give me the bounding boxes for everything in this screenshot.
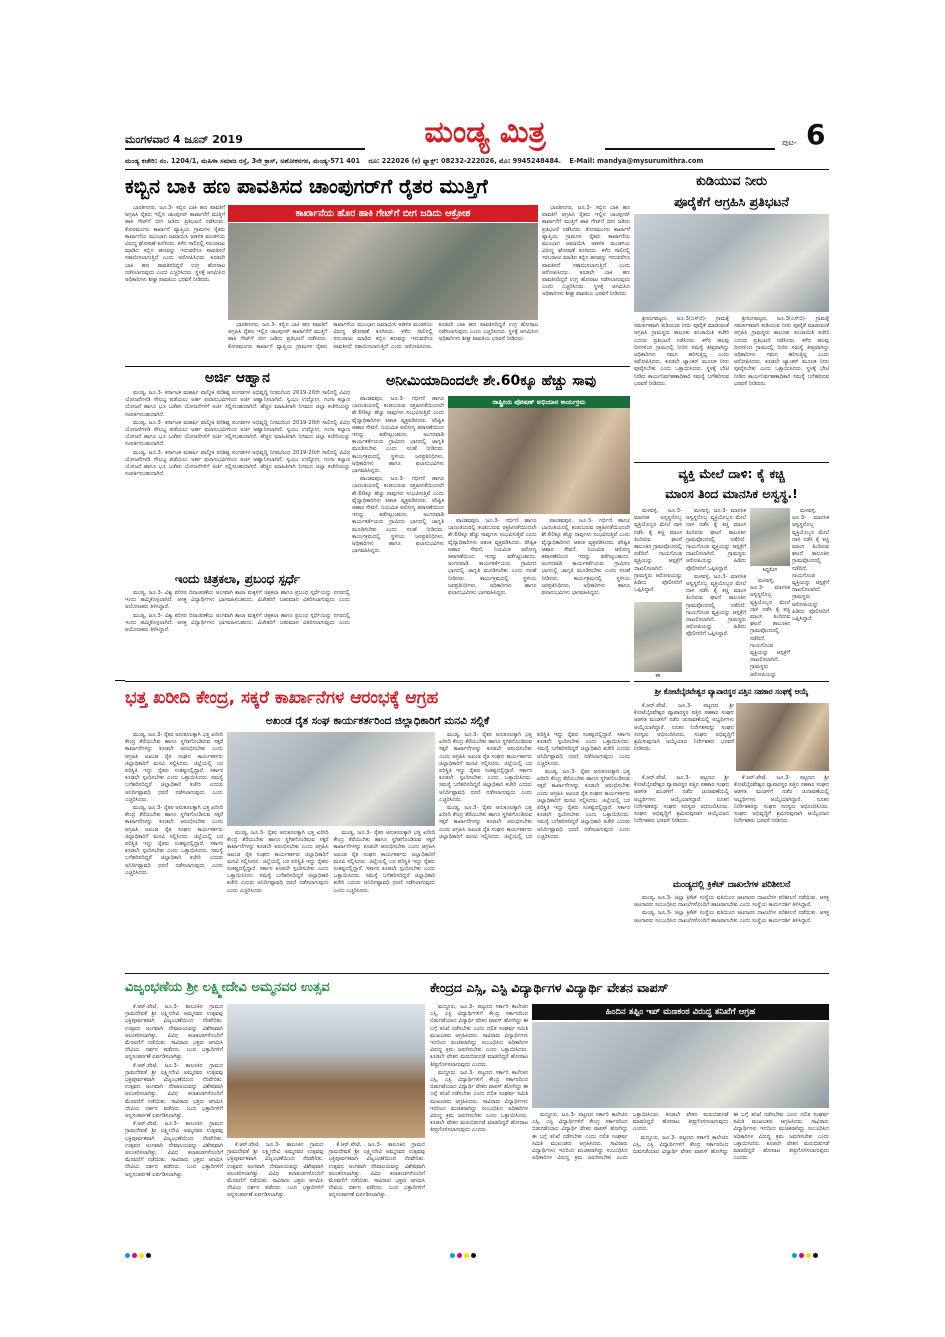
cooperative-body-a: ಕೆ.ಆರ್.ಪೇಟೆ, ಜೂ.3- ಪಟ್ಟಣದ ಶ್ರೀ ಕೋಟೆಬೈರವೇಶ್ವರ ವ್ಯಾಪಾರಸ್ಥರ ಪತ್ತಿನ ಸಹಕಾರ ಸಂಘದ ಆಡಳಿತ ಮಂಡಳಿಗೆ ನಡೆದ ಚುನಾವಣೆಯಲ್ಲಿ ಅಭ್ಯರ್ಥಿಗಳು ಆಯ್ಕೆಯಾಗಿದ್ದಾರೆ. ನೂತನ ನಿರ್ದೇಶಕರನ್ನು ಸಂಘದ ಸದಸ್ಯರು ಅಭಿನಂದಿಸಿದರು. ಸಂಘದ ಅಭಿವೃದ್ಧಿಗೆ ಶ್ರಮಿಸುವುದಾಗಿ ಆಯ್ಕೆಯಾದ ನಿರ್ದೇಶಕರು ಭರವಸೆ ನೀಡಿದರು. — [634, 703, 734, 753]
cricket-headline: ಮಂಡ್ಯದಲ್ಲಿ ಕ್ರಿಕೆಟ್ ದಾಖಲೆಗಳ ಪರಿಶೀಲನೆ — [672, 880, 791, 890]
water-protest-photo — [634, 214, 829, 312]
masthead-address-strip — [125, 155, 829, 168]
registration-dot — [806, 1253, 811, 1258]
cricket-body: ಮಂಡ್ಯ, ಜೂ.3- ಜಿಲ್ಲಾ ಕ್ರಿಕೆಟ್ ಸಂಸ್ಥೆಯ ವತಿಯಿಂದ ಆಟಗಾರರ ದಾಖಲೆಗಳ ಪರಿಶೀಲನೆ ನಡೆಯಿತು. ಆಸಕ್ತ ಆಟಗಾರರು ಸಂಬಂಧಿಸಿದ ದಾಖಲೆಗಳೊಂದಿಗೆ ಹಾಜರಾಗಬೇಕು ಎಂದು ಸಂಸ್ಥೆಯ ಕಾರ್ಯದರ್ಶಿ ತಿಳಿಸಿದ್ದಾರೆ. ಮಂಡ್ಯ, ಜೂ.3- ಜಿಲ್ಲಾ ಕ್ರಿಕೆಟ್ ಸಂಸ್ಥೆಯ ವತಿಯಿಂದ ಆಟಗಾರರ ದಾಖಲೆಗಳ ಪರಿಶೀಲನೆ ನಡೆಯಿತು. ಆಸಕ್ತ ಆಟಗಾರರು ಸಂಬಂಧಿಸಿದ ದಾಖಲೆಗಳೊಂದಿಗೆ ಹಾಜರಾಗಬೇಕು ಎಂದು ಸಂಸ್ಥೆಯ ಕಾರ್ಯದರ್ಶಿ ತಿಳಿಸಿದ್ದಾರೆ. — [634, 895, 829, 924]
masthead-contacts: ದೂ: 222026 (ಕ) ಫ್ಯಾಕ್ಸ್: 08232-222026, ಮೊ: 9945248484. — [368, 157, 562, 165]
paddy-subhead: ಅಖಂಡ ರೈತ ಸಂಘ ಕಾರ್ಯಕರ್ತರಿಂದ ಜಿಲ್ಲಾಧಿಕಾರಿಗೆ ಮನವಿ ಸಲ್ಲಿಕೆ — [265, 715, 490, 727]
left-margin-tick — [115, 680, 125, 681]
sugar-body-right: ಭಾರತೀನಗರ, ಜೂ.3- ಕಬ್ಬಿನ ಬಾಕಿ ಹಣ ಪಾವತಿಗೆ ಆಗ್ರಹಿಸಿ ರೈತರು ಇಲ್ಲಿನ ಚಾಂಪುಗರ್ ಕಾರ್ಖಾನೆಗೆ ಮುತ್ತಿಗೆ ಹಾಕಿ ಗೇಟ್‌ಗೆ ಬೀಗ ಜಡಿದು ಪ್ರತಿಭಟನೆ ನಡೆಸಿದರು. ಕೋರಮಂಗಲ ಕಾರ್ಖಾನೆ ವ್ಯಾಪ್ತಿಯ ಗ್ರಾಮಗಳ ರೈತರು ಕಾರ್ಖಾನೆಯ ಮುಂಭಾಗ ಜಮಾಯಿಸಿ ಆಡಳಿತ ಮಂಡಳಿಯ ವಿರುದ್ಧ ಘೋಷಣೆ ಕೂಗಿದರು. ಕಳೆದ ಸಾಲಿನಲ್ಲಿ ಸರಬರಾಜು ಮಾಡಿದ ಕಬ್ಬಿನ ಹಣವನ್ನು ಇದುವರೆಗೂ ಪಾವತಿಸದೆ ಸತಾಯಿಸಲಾಗುತ್ತಿದೆ ಎಂದು ಆರೋಪಿಸಿದರು. ಕೂಡಲೇ ಬಾಕಿ ಹಣ ಪಾವತಿಸದಿದ್ದರೆ ಉಗ್ರ ಹೋರಾಟ ನಡೆಸಲಾಗುವುದು ಎಂದು ಎಚ್ಚರಿಸಿದರು. ಸ್ಥಳಕ್ಕೆ ಆಗಮಿಸಿದ ಅಧಿಕಾರಿಗಳು ಶೀಘ್ರ ಪಾವತಿಯ ಭರವಸೆ ನೀಡಿದರು. — [542, 205, 630, 298]
masthead-logo: ಮಂಡ್ಯ ಮಿತ್ರ — [424, 115, 546, 150]
masthead-date: ಮಂಗಳವಾರ 4 ಜೂನ್ 2019 — [125, 133, 243, 146]
page-number: 6 — [806, 118, 826, 151]
divider-right-1 — [634, 462, 829, 463]
application-body: ಮಂಡ್ಯ, ಜೂ.3- ಕರ್ನಾಟಕ ಮಹರ್ಷಿ ವಾಲ್ಮೀಕಿ ಪರಿಶಿಷ್ಟ ಪಂಗಡಗಳ ಅಭಿವೃದ್ಧಿ ನಿಗಮದಿಂದ 2019-20ನೇ ಸಾಲಿನಲ್ಲಿ ವಿವಿಧ ಯೋಜನೆಗಳಡಿ ಸೌಲಭ್ಯ ಪಡೆಯಲು ಅರ್ಹ ಫಲಾನುಭವಿಗಳಿಂದ ಅರ್ಜಿ ಆಹ್ವಾನಿಸಲಾಗಿದೆ. ಸ್ವಯಂ ಉದ್ಯೋಗ, ಗಂಗಾ ಕಲ್ಯಾಣ ಯೋಜನೆ ಹಾಗೂ ಭೂ ಒಡೆತನ ಯೋಜನೆಗಳಿಗೆ ಅರ್ಜಿ ಸಲ್ಲಿಸಬಹುದಾಗಿದೆ. ಹೆಚ್ಚಿನ ಮಾಹಿತಿಗಾಗಿ ನಿಗಮದ ಜಿಲ್ಲಾ ಕಚೇರಿಯನ್ನು ಸಂಪರ್ಕಿಸಬಹುದಾಗಿದೆ. ಮಂಡ್ಯ, ಜೂ.3- ಕರ್ನಾಟಕ ಮಹರ್ಷಿ ವಾಲ್ಮೀಕಿ ಪರಿಶಿಷ್ಟ ಪಂಗಡಗಳ ಅಭಿವೃದ್ಧಿ ನಿಗಮದಿಂದ 2019-20ನೇ ಸಾಲಿನಲ್ಲಿ ವಿವಿಧ ಯೋಜನೆಗಳಡಿ ಸೌಲಭ್ಯ ಪಡೆಯಲು ಅರ್ಹ ಫಲಾನುಭವಿಗಳಿಂದ ಅರ್ಜಿ ಆಹ್ವಾನಿಸಲಾಗಿದೆ. ಸ್ವಯಂ ಉದ್ಯೋಗ, ಗಂಗಾ ಕಲ್ಯಾಣ ಯೋಜನೆ ಹಾಗೂ ಭೂ ಒಡೆತನ ಯೋಜನೆಗಳಿಗೆ ಅರ್ಜಿ ಸಲ್ಲಿಸಬಹುದಾಗಿದೆ. ಹೆಚ್ಚಿನ ಮಾಹಿತಿಗಾಗಿ ನಿಗಮದ ಜಿಲ್ಲಾ ಕಚೇರಿಯನ್ನು ಸಂಪರ್ಕಿಸಬಹುದಾಗಿದೆ. ಮಂಡ್ಯ, ಜೂ.3- ಕರ್ನಾಟಕ ಮಹರ್ಷಿ ವಾಲ್ಮೀಕಿ ಪರಿಶಿಷ್ಟ ಪಂಗಡಗಳ ಅಭಿವೃದ್ಧಿ ನಿಗಮದಿಂದ 2019-20ನೇ ಸಾಲಿನಲ್ಲಿ ವಿವಿಧ ಯೋಜನೆಗಳಡಿ ಸೌಲಭ್ಯ ಪಡೆಯಲು ಅರ್ಹ ಫಲಾನುಭವಿಗಳಿಂದ ಅರ್ಜಿ ಆಹ್ವಾನಿಸಲಾಗಿದೆ. ಸ್ವಯಂ ಉದ್ಯೋಗ, ಗಂಗಾ ಕಲ್ಯಾಣ ಯೋಜನೆ ಹಾಗೂ ಭೂ ಒಡೆತನ ಯೋಜನೆಗಳಿಗೆ ಅರ್ಜಿ ಸಲ್ಲಿಸಬಹುದಾಗಿದೆ. ಹೆಚ್ಚಿನ ಮಾಹಿತಿಗಾಗಿ ನಿಗಮದ ಜಿಲ್ಲಾ ಕಚೇರಿಯನ್ನು ಸಂಪರ್ಕಿಸಬಹುದಾಗಿದೆ. — [125, 390, 350, 478]
registration-dot — [125, 1253, 130, 1258]
superstition-headline-line2: ಮಾಂಸ ತಿಂದ ಮಾನಸಿಕ ಅಸ್ವಸ್ಥ.! — [665, 486, 798, 501]
sugar-body-left: ಭಾರತೀನಗರ, ಜೂ.3- ಕಬ್ಬಿನ ಬಾಕಿ ಹಣ ಪಾವತಿಗೆ ಆಗ್ರಹಿಸಿ ರೈತರು ಇಲ್ಲಿನ ಚಾಂಪುಗರ್ ಕಾರ್ಖಾನೆಗೆ ಮುತ್ತಿಗೆ ಹಾಕಿ ಗೇಟ್‌ಗೆ ಬೀಗ ಜಡಿದು ಪ್ರತಿಭಟನೆ ನಡೆಸಿದರು. ಕೋರಮಂಗಲ ಕಾರ್ಖಾನೆ ವ್ಯಾಪ್ತಿಯ ಗ್ರಾಮಗಳ ರೈತರು ಕಾರ್ಖಾನೆಯ ಮುಂಭಾಗ ಜಮಾಯಿಸಿ ಆಡಳಿತ ಮಂಡಳಿಯ ವಿರುದ್ಧ ಘೋಷಣೆ ಕೂಗಿದರು. ಕಳೆದ ಸಾಲಿನಲ್ಲಿ ಸರಬರಾಜು ಮಾಡಿದ ಕಬ್ಬಿನ ಹಣವನ್ನು ಇದುವರೆಗೂ ಪಾವತಿಸದೆ ಸತಾಯಿಸಲಾಗುತ್ತಿದೆ ಎಂದು ಆರೋಪಿಸಿದರು. ಕೂಡಲೇ ಬಾಕಿ ಹಣ ಪಾವತಿಸದಿದ್ದರೆ ಉಗ್ರ ಹೋರಾಟ ನಡೆಸಲಾಗುವುದು ಎಂದು ಎಚ್ಚರಿಸಿದರು. ಸ್ಥಳಕ್ಕೆ ಆಗಮಿಸಿದ ಅಧಿಕಾರಿಗಳು ಶೀಘ್ರ ಪಾವತಿಯ ಭರವಸೆ ನೀಡಿದರು. — [125, 205, 225, 284]
divider-mid — [125, 681, 630, 682]
paddy-petition-photo — [227, 732, 435, 826]
superstition-body-c: ಮಳವಳ್ಳಿ, ಜೂ.3- ಮಾನಸಿಕ ಅಸ್ವಸ್ಥನೊಬ್ಬ ವ್ಯಕ್ತಿಯೊಬ್ಬರ ಮೇಲೆ ದಾಳಿ ನಡೆಸಿ ಕೈ ಕಚ್ಚಿ ಮಾಂಸ ತಿಂದಿರುವ ಘಟನೆ ತಾಲೂಕಿನ ಗ್ರಾಮವೊಂದರಲ್ಲಿ ನಡೆದಿದೆ. ಗಾಯಗೊಂಡ ವ್ಯಕ್ತಿಯನ್ನು ಆಸ್ಪತ್ರೆಗೆ ದಾಖಲಿಸಲಾಗಿದೆ. ಗ್ರಾಮಸ್ಥರು ಆರೋಪಿಯನ್ನು ಹಿಡಿದು ಪೊಲೀಸರಿಗೆ ಒಪ್ಪಿಸಿದ್ದಾರೆ. — [792, 508, 829, 623]
registration-dot — [457, 1253, 462, 1258]
drawing-headline: ಇಂದು ಚಿತ್ರಕಲಾ, ಪ್ರಬಂಧ ಸ್ಪರ್ಧೆ — [174, 572, 301, 586]
application-headline: ಅರ್ಜಿ ಆಹ್ವಾನ — [205, 370, 270, 386]
registration-marks-center — [450, 1243, 490, 1251]
registration-marks-left — [125, 1243, 165, 1251]
anemia-body-left: ಪಾಂಡವಪುರ, ಜೂ.3- ಗರ್ಭಿಣಿ ಹಾಗೂ ಬಾಣಂತಿಯರಲ್ಲಿ ಕಂಡುಬರುವ ರಕ್ತಹೀನತೆಯಿಂದಲೇ ಶೇ.60ಕ್ಕೂ ಹೆಚ್ಚು ಸಾವುಗಳು ಸಂಭವಿಸುತ್ತಿವೆ ಎಂದು ವೈದ್ಯಾಧಿಕಾರಿಗಳು ಆತಂಕ ವ್ಯಕ್ತಪಡಿಸಿದರು. ಪೌಷ್ಟಿಕ ಆಹಾರ ಸೇವನೆ, ನಿಯಮಿತ ಆರೋಗ್ಯ ತಪಾಸಣೆಯಿಂದ ಇದನ್ನು ತಡೆಗಟ್ಟಬಹುದು. ಅಂಗನವಾಡಿ ಕಾರ್ಯಕರ್ತೆಯರು ಗ್ರಾಮೀಣ ಭಾಗದಲ್ಲಿ ಜಾಗೃತಿ ಮೂಡಿಸಬೇಕು ಎಂದು ಸಲಹೆ ನೀಡಿದರು. ಕಾರ್ಯಕ್ರಮದಲ್ಲಿ ಸ್ಥಳೀಯ ಜನಪ್ರತಿನಿಧಿಗಳು, ಅಧಿಕಾರಿಗಳು ಹಾಗೂ ಫಲಾನುಭವಿಗಳು ಭಾಗವಹಿಸಿದ್ದರು. ಪಾಂಡವಪುರ, ಜೂ.3- ಗರ್ಭಿಣಿ ಹಾಗೂ ಬಾಣಂತಿಯರಲ್ಲಿ ಕಂಡುಬರುವ ರಕ್ತಹೀನತೆಯಿಂದಲೇ ಶೇ.60ಕ್ಕೂ ಹೆಚ್ಚು ಸಾವುಗಳು ಸಂಭವಿಸುತ್ತಿವೆ ಎಂದು ವೈದ್ಯಾಧಿಕಾರಿಗಳು ಆತಂಕ ವ್ಯಕ್ತಪಡಿಸಿದರು. ಪೌಷ್ಟಿಕ ಆಹಾರ ಸೇವನೆ, ನಿಯಮಿತ ಆರೋಗ್ಯ ತಪಾಸಣೆಯಿಂದ ಇದನ್ನು ತಡೆಗಟ್ಟಬಹುದು. ಅಂಗನವಾಡಿ ಕಾರ್ಯಕರ್ತೆಯರು ಗ್ರಾಮೀಣ ಭಾಗದಲ್ಲಿ ಜಾಗೃತಿ ಮೂಡಿಸಬೇಕು ಎಂದು ಸಲಹೆ ನೀಡಿದರು. ಕಾರ್ಯಕ್ರಮದಲ್ಲಿ ಸ್ಥಳೀಯ ಜನಪ್ರತಿನಿಧಿಗಳು, ಅಧಿಕಾರಿಗಳು ಹಾಗೂ ಫಲಾನುಭವಿಗಳು ಭಾಗವಹಿಸಿದ್ದರು. — [352, 396, 444, 555]
registration-dot — [792, 1253, 797, 1258]
water-headline-line1: ಕುಡಿಯುವ ನೀರು — [695, 174, 768, 189]
masthead-rule-left — [125, 148, 365, 150]
festival-headline: ವಿಜೃಂಭಣೆಯ ಶ್ರೀ ಲಕ್ಷ್ಮೀದೇವಿ ಅಮ್ಮನವರ ಉತ್ಸವ — [125, 980, 330, 995]
superstition-body-d: ಮಳವಳ್ಳಿ, ಜೂ.3- ಮಾನಸಿಕ ಅಸ್ವಸ್ಥನೊಬ್ಬ ವ್ಯಕ್ತಿಯೊಬ್ಬರ ಮೇಲೆ ದಾಳಿ ನಡೆಸಿ ಕೈ ಕಚ್ಚಿ ಮಾಂಸ ತಿಂದಿರುವ ಘಟನೆ ತಾಲೂಕಿನ ಗ್ರಾಮವೊಂದರಲ್ಲಿ ನಡೆದಿದೆ. ಗಾಯಗೊಂಡ ವ್ಯಕ್ತಿಯನ್ನು ಆಸ್ಪತ್ರೆಗೆ ದಾಖಲಿಸಲಾಗಿದೆ. ಗ್ರಾಮಸ್ಥರು ಆರೋಪಿಯನ್ನು — [750, 578, 790, 678]
superstition-body-a: ಮಳವಳ್ಳಿ, ಜೂ.3- ಮಾನಸಿಕ ಅಸ್ವಸ್ಥನೊಬ್ಬ ವ್ಯಕ್ತಿಯೊಬ್ಬರ ಮೇಲೆ ದಾಳಿ ನಡೆಸಿ ಕೈ ಕಚ್ಚಿ ಮಾಂಸ ತಿಂದಿರುವ ಘಟನೆ ತಾಲೂಕಿನ ಗ್ರಾಮವೊಂದರಲ್ಲಿ ನಡೆದಿದೆ. ಗಾಯಗೊಂಡ ವ್ಯಕ್ತಿಯನ್ನು ಆಸ್ಪತ್ರೆಗೆ ದಾಖಲಿಸಲಾಗಿದೆ. ಗ್ರಾಮಸ್ಥರು ಆರೋಪಿಯನ್ನು ಹಿಡಿದು ಪೊಲೀಸರಿಗೆ ಒಪ್ಪಿಸಿದ್ದಾರೆ. — [634, 508, 682, 594]
page-label: ಪುಟ- — [782, 138, 797, 147]
sugar-headline: ಕಬ್ಬಿನ ಬಾಕಿ ಹಣ ಪಾವತಿಸದ ಚಾಂಪುಗರ್‌ಗೆ ರೈತರ ಮುತ್ತಿಗೆ — [125, 175, 488, 198]
registration-dot — [132, 1253, 137, 1258]
paddy-body-mid: ಮಂಡ್ಯ, ಜೂ.3- ರೈತರ ಅನುಕೂಲಕ್ಕಾಗಿ ಭತ್ತ ಖರೀದಿ ಕೇಂದ್ರ ತೆರೆಯಬೇಕು ಹಾಗೂ ಸ್ಥಗಿತಗೊಂಡಿರುವ ಸಕ್ಕರೆ ಕಾರ್ಖಾನೆಗಳನ್ನು ಕೂಡಲೇ ಆರಂಭಿಸಬೇಕು ಎಂದು ಆಗ್ರಹಿಸಿ ಅಖಂಡ ರೈತ ಸಂಘದ ಕಾರ್ಯಕರ್ತರು ಜಿಲ್ಲಾಧಿಕಾರಿಗೆ ಮನವಿ ಸಲ್ಲಿಸಿದರು. ಜಿಲ್ಲೆಯಲ್ಲಿ ಬರ ಪರಿಸ್ಥಿತಿ ಇದ್ದು ರೈತರು ಸಂಕಷ್ಟದಲ್ಲಿದ್ದಾರೆ. ಸರ್ಕಾರ ಕೂಡಲೇ ಸ್ಪಂದಿಸಬೇಕು ಎಂದು ಒತ್ತಾಯಿಸಿದರು. ಸಮಸ್ಯೆ ಬಗೆಹರಿಸದಿದ್ದರೆ ಜಿಲ್ಲಾಧಿಕಾರಿ ಕಚೇರಿ ಎದುರು ಅನಿರ್ದಿಷ್ಟಾವಧಿ ಧರಣಿ ನಡೆಸಲಾಗುವುದು ಎಂದು ಎಚ್ಚರಿಸಿದರು. ಮಂಡ್ಯ, ಜೂ.3- ರೈತರ ಅನುಕೂಲಕ್ಕಾಗಿ ಭತ್ತ ಖರೀದಿ ಕೇಂದ್ರ ತೆರೆಯಬೇಕು ಹಾಗೂ ಸ್ಥಗಿತಗೊಂಡಿರುವ ಸಕ್ಕರೆ ಕಾರ್ಖಾನೆಗಳನ್ನು ಕೂಡಲೇ ಆರಂಭಿಸಬೇಕು ಎಂದು ಆಗ್ರಹಿಸಿ ಅಖಂಡ ರೈತ ಸಂಘದ ಕಾರ್ಯಕರ್ತರು ಜಿಲ್ಲಾಧಿಕಾರಿಗೆ ಮನವಿ ಸಲ್ಲಿಸಿದರು. ಜಿಲ್ಲೆಯಲ್ಲಿ ಬರ ಪರಿಸ್ಥಿತಿ ಇದ್ದು ರೈತರು ಸಂಕಷ್ಟದಲ್ಲಿದ್ದಾರೆ. ಸರ್ಕಾರ ಕೂಡಲೇ ಸ್ಪಂದಿಸಬೇಕು ಎಂದು ಒತ್ತಾಯಿಸಿದರು. ಸಮಸ್ಯೆ ಬಗೆಹರಿಸದಿದ್ದರೆ ಜಿಲ್ಲಾಧಿಕಾರಿ ಕಚೇರಿ ಎದುರು ಅನಿರ್ದಿಷ್ಟಾವಧಿ ಧರಣಿ ನಡೆಸಲಾಗುವುದು ಎಂದು ಎಚ್ಚರಿಸಿದರು. — [227, 830, 435, 894]
paddy-headline: ಭತ್ತ ಖರೀದಿ ಕೇಂದ್ರ, ಸಕ್ಕರೆ ಕಾರ್ಖಾನೆಗಳ ಆರಂಭಕ್ಕೆ ಆಗ್ರಹ — [125, 688, 439, 708]
registration-dot — [450, 1253, 455, 1258]
registration-dot — [799, 1253, 804, 1258]
registration-dot — [464, 1253, 469, 1258]
masthead-address: ಮಂಡ್ಯ ಕಚೇರಿ: ನಂ. 1204/1, ಮಹಿಳಾ ಸಮಾಜ ರಸ್ತೆ, 3ನೇ ಕ್ರಾಸ್, ಅಶೋಕನಗರ, ಮಂಡ್ಯ-571 401 — [125, 157, 361, 165]
cooperative-headline: ಶ್ರೀ ಕೋಟೆಬೈರವೇಶ್ವರ ವ್ಯಾಪಾರಸ್ಥರ ಪತ್ತಿನ ಸಹಕಾರ ಸಂಘಕ್ಕೆ ಆಯ್ಕೆ — [654, 687, 809, 696]
divider-top-left — [125, 366, 630, 367]
sugar-protest-photo — [228, 223, 538, 320]
accused-photo — [750, 508, 790, 566]
victim-photo-label: ಕರಿ — [655, 673, 661, 679]
water-headline-line2: ಪೂರೈಕೆಗೆ ಆಗ್ರಹಿಸಿ ಪ್ರತಿಭಟನೆ — [674, 194, 789, 209]
masthead-rule-right — [605, 148, 775, 150]
registration-dot — [471, 1253, 476, 1258]
festival-body-left: ಕೆ.ಆರ್.ಪೇಟೆ, ಜೂ.3- ತಾಲೂಕಿನ ಗ್ರಾಮದ ಗ್ರಾಮದೇವತೆ ಶ್ರೀ ಲಕ್ಷ್ಮೀದೇವಿ ಅಮ್ಮನವರ ಉತ್ಸವವು ಭಕ್ತಿಪೂರ್ವಕವಾಗಿ ವಿಜೃಂಭಣೆಯಿಂದ ನೆರವೇರಿತು. ಉತ್ಸವದ ಅಂಗವಾಗಿ ದೇವಾಲಯವನ್ನು ವಿಶೇಷವಾಗಿ ಅಲಂಕರಿಸಲಾಗಿತ್ತು. ವಿವಿಧ ಕಲಾತಂಡಗಳೊಂದಿಗೆ ಮೆರವಣಿಗೆ ನಡೆಯಿತು. ಸಾವಿರಾರು ಭಕ್ತರು ಆಗಮಿಸಿ ದೇವಿಯ ದರ್ಶನ ಪಡೆದರು. ಬಂದ ಭಕ್ತಾದಿಗಳಿಗೆ ಅನ್ನಸಂತರ್ಪಣೆ ಏರ್ಪಡಿಸಲಾಗಿತ್ತು. ಕೆ.ಆರ್.ಪೇಟೆ, ಜೂ.3- ತಾಲೂಕಿನ ಗ್ರಾಮದ ಗ್ರಾಮದೇವತೆ ಶ್ರೀ ಲಕ್ಷ್ಮೀದೇವಿ ಅಮ್ಮನವರ ಉತ್ಸವವು ಭಕ್ತಿಪೂರ್ವಕವಾಗಿ ವಿಜೃಂಭಣೆಯಿಂದ ನೆರವೇರಿತು. ಉತ್ಸವದ ಅಂಗವಾಗಿ ದೇವಾಲಯವನ್ನು ವಿಶೇಷವಾಗಿ ಅಲಂಕರಿಸಲಾಗಿತ್ತು. ವಿವಿಧ ಕಲಾತಂಡಗಳೊಂದಿಗೆ ಮೆರವಣಿಗೆ ನಡೆಯಿತು. ಸಾವಿರಾರು ಭಕ್ತರು ಆಗಮಿಸಿ ದೇವಿಯ ದರ್ಶನ ಪಡೆದರು. ಬಂದ ಭಕ್ತಾದಿಗಳಿಗೆ ಅನ್ನಸಂತರ್ಪಣೆ ಏರ್ಪಡಿಸಲಾಗಿತ್ತು. ಕೆ.ಆರ್.ಪೇಟೆ, ಜೂ.3- ತಾಲೂಕಿನ ಗ್ರಾಮದ ಗ್ರಾಮದೇವತೆ ಶ್ರೀ ಲಕ್ಷ್ಮೀದೇವಿ ಅಮ್ಮನವರ ಉತ್ಸವವು ಭಕ್ತಿಪೂರ್ವಕವಾಗಿ ವಿಜೃಂಭಣೆಯಿಂದ ನೆರವೇರಿತು. ಉತ್ಸವದ ಅಂಗವಾಗಿ ದೇವಾಲಯವನ್ನು ವಿಶೇಷವಾಗಿ ಅಲಂಕರಿಸಲಾಗಿತ್ತು. ವಿವಿಧ ಕಲಾತಂಡಗಳೊಂದಿಗೆ ಮೆರವಣಿಗೆ ನಡೆಯಿತು. ಸಾವಿರಾರು ಭಕ್ತರು ಆಗಮಿಸಿ ದೇವಿಯ ದರ್ಶನ ಪಡೆದರು. ಬಂದ ಭಕ್ತಾದಿಗಳಿಗೆ ಅನ್ನಸಂತರ್ಪಣೆ ಏರ್ಪಡಿಸಲಾಗಿತ್ತು. — [125, 1004, 223, 1178]
paddy-body-right: ಮಂಡ್ಯ, ಜೂ.3- ರೈತರ ಅನುಕೂಲಕ್ಕಾಗಿ ಭತ್ತ ಖರೀದಿ ಕೇಂದ್ರ ತೆರೆಯಬೇಕು ಹಾಗೂ ಸ್ಥಗಿತಗೊಂಡಿರುವ ಸಕ್ಕರೆ ಕಾರ್ಖಾನೆಗಳನ್ನು ಕೂಡಲೇ ಆರಂಭಿಸಬೇಕು ಎಂದು ಆಗ್ರಹಿಸಿ ಅಖಂಡ ರೈತ ಸಂಘದ ಕಾರ್ಯಕರ್ತರು ಜಿಲ್ಲಾಧಿಕಾರಿಗೆ ಮನವಿ ಸಲ್ಲಿಸಿದರು. ಜಿಲ್ಲೆಯಲ್ಲಿ ಬರ ಪರಿಸ್ಥಿತಿ ಇದ್ದು ರೈತರು ಸಂಕಷ್ಟದಲ್ಲಿದ್ದಾರೆ. ಸರ್ಕಾರ ಕೂಡಲೇ ಸ್ಪಂದಿಸಬೇಕು ಎಂದು ಒತ್ತಾಯಿಸಿದರು. ಸಮಸ್ಯೆ ಬಗೆಹರಿಸದಿದ್ದರೆ ಜಿಲ್ಲಾಧಿಕಾರಿ ಕಚೇರಿ ಎದುರು ಅನಿರ್ದಿಷ್ಟಾವಧಿ ಧರಣಿ ನಡೆಸಲಾಗುವುದು ಎಂದು ಎಚ್ಚರಿಸಿದರು. ಮಂಡ್ಯ, ಜೂ.3- ರೈತರ ಅನುಕೂಲಕ್ಕಾಗಿ ಭತ್ತ ಖರೀದಿ ಕೇಂದ್ರ ತೆರೆಯಬೇಕು ಹಾಗೂ ಸ್ಥಗಿತಗೊಂಡಿರುವ ಸಕ್ಕರೆ ಕಾರ್ಖಾನೆಗಳನ್ನು ಕೂಡಲೇ ಆರಂಭಿಸಬೇಕು ಎಂದು ಆಗ್ರಹಿಸಿ ಅಖಂಡ ರೈತ ಸಂಘದ ಕಾರ್ಯಕರ್ತರು ಜಿಲ್ಲಾಧಿಕಾರಿಗೆ ಮನವಿ ಸಲ್ಲಿಸಿದರು. ಜಿಲ್ಲೆಯಲ್ಲಿ ಬರ ಪರಿಸ್ಥಿತಿ ಇದ್ದು ರೈತರು ಸಂಕಷ್ಟದಲ್ಲಿದ್ದಾರೆ. ಸರ್ಕಾರ ಕೂಡಲೇ ಸ್ಪಂದಿಸಬೇಕು ಎಂದು ಒತ್ತಾಯಿಸಿದರು. ಸಮಸ್ಯೆ ಬಗೆಹರಿಸದಿದ್ದರೆ ಜಿಲ್ಲಾಧಿಕಾರಿ ಕಚೇರಿ ಎದುರು ಅನಿರ್ದಿಷ್ಟಾವಧಿ ಧರಣಿ ನಡೆಸಲಾಗುವುದು ಎಂದು ಎಚ್ಚರಿಸಿದರು. ಮಂಡ್ಯ, ಜೂ.3- ರೈತರ ಅನುಕೂಲಕ್ಕಾಗಿ ಭತ್ತ ಖರೀದಿ ಕೇಂದ್ರ ತೆರೆಯಬೇಕು ಹಾಗೂ ಸ್ಥಗಿತಗೊಂಡಿರುವ ಸಕ್ಕರೆ ಕಾರ್ಖಾನೆಗಳನ್ನು ಕೂಡಲೇ ಆರಂಭಿಸಬೇಕು ಎಂದು ಆಗ್ರಹಿಸಿ ಅಖಂಡ ರೈತ ಸಂಘದ ಕಾರ್ಯಕರ್ತರು ಜಿಲ್ಲಾಧಿಕಾರಿಗೆ ಮನವಿ ಸಲ್ಲಿಸಿದರು. ಜಿಲ್ಲೆಯಲ್ಲಿ ಬರ ಪರಿಸ್ಥಿತಿ ಇದ್ದು ರೈತರು ಸಂಕಷ್ಟದಲ್ಲಿದ್ದಾರೆ. ಸರ್ಕಾರ ಕೂಡಲೇ ಸ್ಪಂದಿಸಬೇಕು ಎಂದು ಒತ್ತಾಯಿಸಿದರು. ಸಮಸ್ಯೆ ಬಗೆಹರಿಸದಿದ್ದರೆ ಜಿಲ್ಲಾಧಿಕಾರಿ ಕಚೇರಿ ಎದುರು ಅನಿರ್ದಿಷ್ಟಾವಧಿ ಧರಣಿ ನಡೆಸಲಾಗುವುದು ಎಂದು ಎಚ್ಚರಿಸಿದರು. — [439, 732, 630, 840]
divider-right-2 — [634, 681, 829, 682]
accused-photo-label: ಸಿದ್ದಲಿಂಗ — [762, 567, 778, 573]
divider-lower — [125, 973, 829, 974]
anemia-headline: ಅನೀಮಿಯಾದಿಂದಲೇ ಶೇ.60ಕ್ಕೂ ಹೆಚ್ಚು ಸಾವು — [385, 373, 596, 389]
festival-body-right: ಕೆ.ಆರ್.ಪೇಟೆ, ಜೂ.3- ತಾಲೂಕಿನ ಗ್ರಾಮದ ಗ್ರಾಮದೇವತೆ ಶ್ರೀ ಲಕ್ಷ್ಮೀದೇವಿ ಅಮ್ಮನವರ ಉತ್ಸವವು ಭಕ್ತಿಪೂರ್ವಕವಾಗಿ ವಿಜೃಂಭಣೆಯಿಂದ ನೆರವೇರಿತು. ಉತ್ಸವದ ಅಂಗವಾಗಿ ದೇವಾಲಯವನ್ನು ವಿಶೇಷವಾಗಿ ಅಲಂಕರಿಸಲಾಗಿತ್ತು. ವಿವಿಧ ಕಲಾತಂಡಗಳೊಂದಿಗೆ ಮೆರವಣಿಗೆ ನಡೆಯಿತು. ಸಾವಿರಾರು ಭಕ್ತರು ಆಗಮಿಸಿ ದೇವಿಯ ದರ್ಶನ ಪಡೆದರು. ಬಂದ ಭಕ್ತಾದಿಗಳಿಗೆ ಅನ್ನಸಂತರ್ಪಣೆ ಏರ್ಪಡಿಸಲಾಗಿತ್ತು. ಕೆ.ಆರ್.ಪೇಟೆ, ಜೂ.3- ತಾಲೂಕಿನ ಗ್ರಾಮದ ಗ್ರಾಮದೇವತೆ ಶ್ರೀ ಲಕ್ಷ್ಮೀದೇವಿ ಅಮ್ಮನವರ ಉತ್ಸವವು ಭಕ್ತಿಪೂರ್ವಕವಾಗಿ ವಿಜೃಂಭಣೆಯಿಂದ ನೆರವೇರಿತು. ಉತ್ಸವದ ಅಂಗವಾಗಿ ದೇವಾಲಯವನ್ನು ವಿಶೇಷವಾಗಿ ಅಲಂಕರಿಸಲಾಗಿತ್ತು. ವಿವಿಧ ಕಲಾತಂಡಗಳೊಂದಿಗೆ ಮೆರವಣಿಗೆ ನಡೆಯಿತು. ಸಾವಿರಾರು ಭಕ್ತರು ಆಗಮಿಸಿ ದೇವಿಯ ದರ್ಶನ ಪಡೆದರು. ಬಂದ ಭಕ್ತಾದಿಗಳಿಗೆ ಅನ್ನಸಂತರ್ಪಣೆ ಏರ್ಪಡಿಸಲಾಗಿತ್ತು. — [227, 1142, 425, 1199]
sugar-photo-caption: ಕಾರ್ಖಾನೆಯ ಹೊರ ಹಾಕಿ ಗೇಟ್‌ಗೆ ಬೀಗ ಜಡಿದು ಆಕ್ರೋಶ — [228, 205, 538, 222]
scholarship-subhead: ಹಿಂದಿನ ತಪ್ಪಿಂ ಇಪ್ ಮಣಕಂಠ ವಿರುದ್ಧ ತನಿಖೆಗೆ ಆಗ್ರಹ — [532, 1004, 829, 1020]
masthead-bottom-rule — [125, 169, 829, 170]
registration-dot — [139, 1253, 144, 1258]
victim-photo — [634, 602, 682, 672]
drawing-body: ಮಂಡ್ಯ, ಜೂ.3- ವಿಶ್ವ ಪರಿಸರ ದಿನಾಚರಣೆಯ ಅಂಗವಾಗಿ ಶಾಲಾ ಮಕ್ಕಳಿಗೆ ಚಿತ್ರಕಲಾ ಹಾಗೂ ಪ್ರಬಂಧ ಸ್ಪರ್ಧೆಯನ್ನು ನಗರದಲ್ಲಿ ಇಂದು ಹಮ್ಮಿಕೊಳ್ಳಲಾಗಿದೆ. ಆಸಕ್ತ ವಿದ್ಯಾರ್ಥಿಗಳು ಭಾಗವಹಿಸಬಹುದು. ವಿಜೇತರಿಗೆ ಬಹುಮಾನ ವಿತರಿಸಲಾಗುವುದು ಎಂದು ಆಯೋಜಕರು ತಿಳಿಸಿದ್ದಾರೆ. ಮಂಡ್ಯ, ಜೂ.3- ವಿಶ್ವ ಪರಿಸರ ದಿನಾಚರಣೆಯ ಅಂಗವಾಗಿ ಶಾಲಾ ಮಕ್ಕಳಿಗೆ ಚಿತ್ರಕಲಾ ಹಾಗೂ ಪ್ರಬಂಧ ಸ್ಪರ್ಧೆಯನ್ನು ನಗರದಲ್ಲಿ ಇಂದು ಹಮ್ಮಿಕೊಳ್ಳಲಾಗಿದೆ. ಆಸಕ್ತ ವಿದ್ಯಾರ್ಥಿಗಳು ಭಾಗವಹಿಸಬಹುದು. ವಿಜೇತರಿಗೆ ಬಹುಮಾನ ವಿತರಿಸಲಾಗುವುದು ಎಂದು ಆಯೋಜಕರು ತಿಳಿಸಿದ್ದಾರೆ. — [125, 590, 350, 634]
paddy-body-left: ಮಂಡ್ಯ, ಜೂ.3- ರೈತರ ಅನುಕೂಲಕ್ಕಾಗಿ ಭತ್ತ ಖರೀದಿ ಕೇಂದ್ರ ತೆರೆಯಬೇಕು ಹಾಗೂ ಸ್ಥಗಿತಗೊಂಡಿರುವ ಸಕ್ಕರೆ ಕಾರ್ಖಾನೆಗಳನ್ನು ಕೂಡಲೇ ಆರಂಭಿಸಬೇಕು ಎಂದು ಆಗ್ರಹಿಸಿ ಅಖಂಡ ರೈತ ಸಂಘದ ಕಾರ್ಯಕರ್ತರು ಜಿಲ್ಲಾಧಿಕಾರಿಗೆ ಮನವಿ ಸಲ್ಲಿಸಿದರು. ಜಿಲ್ಲೆಯಲ್ಲಿ ಬರ ಪರಿಸ್ಥಿತಿ ಇದ್ದು ರೈತರು ಸಂಕಷ್ಟದಲ್ಲಿದ್ದಾರೆ. ಸರ್ಕಾರ ಕೂಡಲೇ ಸ್ಪಂದಿಸಬೇಕು ಎಂದು ಒತ್ತಾಯಿಸಿದರು. ಸಮಸ್ಯೆ ಬಗೆಹರಿಸದಿದ್ದರೆ ಜಿಲ್ಲಾಧಿಕಾರಿ ಕಚೇರಿ ಎದುರು ಅನಿರ್ದಿಷ್ಟಾವಧಿ ಧರಣಿ ನಡೆಸಲಾಗುವುದು ಎಂದು ಎಚ್ಚರಿಸಿದರು. ಮಂಡ್ಯ, ಜೂ.3- ರೈತರ ಅನುಕೂಲಕ್ಕಾಗಿ ಭತ್ತ ಖರೀದಿ ಕೇಂದ್ರ ತೆರೆಯಬೇಕು ಹಾಗೂ ಸ್ಥಗಿತಗೊಂಡಿರುವ ಸಕ್ಕರೆ ಕಾರ್ಖಾನೆಗಳನ್ನು ಕೂಡಲೇ ಆರಂಭಿಸಬೇಕು ಎಂದು ಆಗ್ರಹಿಸಿ ಅಖಂಡ ರೈತ ಸಂಘದ ಕಾರ್ಯಕರ್ತರು ಜಿಲ್ಲಾಧಿಕಾರಿಗೆ ಮನವಿ ಸಲ್ಲಿಸಿದರು. ಜಿಲ್ಲೆಯಲ್ಲಿ ಬರ ಪರಿಸ್ಥಿತಿ ಇದ್ದು ರೈತರು ಸಂಕಷ್ಟದಲ್ಲಿದ್ದಾರೆ. ಸರ್ಕಾರ ಕೂಡಲೇ ಸ್ಪಂದಿಸಬೇಕು ಎಂದು ಒತ್ತಾಯಿಸಿದರು. ಸಮಸ್ಯೆ ಬಗೆಹರಿಸದಿದ್ದರೆ ಜಿಲ್ಲಾಧಿಕಾರಿ ಕಚೇರಿ ಎದುರು ಅನಿರ್ದಿಷ್ಟಾವಧಿ ಧರಣಿ ನಡೆಸಲಾಗುವುದು ಎಂದು ಎಚ್ಚರಿಸಿದರು. — [125, 732, 223, 876]
festival-procession-photo — [227, 1004, 425, 1138]
scholarship-body-left: ಮದ್ದೂರು, ಜೂ.3- ಪಟ್ಟಣದ ಸರ್ಕಾರಿ ಕಾಲೇಜಿನ ಎಸ್ಸಿ, ಎಸ್ಟಿ ವಿದ್ಯಾರ್ಥಿಗಳಿಗೆ ಕೇಂದ್ರ ಸರ್ಕಾರದಿಂದ ಬಿಡುಗಡೆಯಾದ ವಿದ್ಯಾರ್ಥಿ ವೇತನ ವಾಪಸ್ ಹೋಗಿದ್ದು ಈ ಬಗ್ಗೆ ತನಿಖೆ ನಡೆಸಬೇಕು ಎಂದು ದಲಿತ ಸಂಘರ್ಷ ಸಮಿತಿ ಮುಖಂಡರು ಆಗ್ರಹಿಸಿದರು. ಸಾವಿರಾರು ವಿದ್ಯಾರ್ಥಿಗಳು ಇದರಿಂದ ವಂಚಿತರಾಗಿದ್ದು ಸಂಬಂಧಿಸಿದ ಅಧಿಕಾರಿಗಳ ವಿರುದ್ಧ ಕ್ರಮ ಜರುಗಿಸಬೇಕು ಎಂದು ಒತ್ತಾಯಿಸಿದರು. ಕೂಡಲೇ ವೇತನ ಮರುಬಿಡುಗಡೆ ಮಾಡದಿದ್ದರೆ ಹೋರಾಟ ತೀವ್ರಗೊಳಿಸಲಾಗುವುದು ಎಂದರು. ಮದ್ದೂರು, ಜೂ.3- ಪಟ್ಟಣದ ಸರ್ಕಾರಿ ಕಾಲೇಜಿನ ಎಸ್ಸಿ, ಎಸ್ಟಿ ವಿದ್ಯಾರ್ಥಿಗಳಿಗೆ ಕೇಂದ್ರ ಸರ್ಕಾರದಿಂದ ಬಿಡುಗಡೆಯಾದ ವಿದ್ಯಾರ್ಥಿ ವೇತನ ವಾಪಸ್ ಹೋಗಿದ್ದು ಈ ಬಗ್ಗೆ ತನಿಖೆ ನಡೆಸಬೇಕು ಎಂದು ದಲಿತ ಸಂಘರ್ಷ ಸಮಿತಿ ಮುಖಂಡರು ಆಗ್ರಹಿಸಿದರು. ಸಾವಿರಾರು ವಿದ್ಯಾರ್ಥಿಗಳು ಇದರಿಂದ ವಂಚಿತರಾಗಿದ್ದು ಸಂಬಂಧಿಸಿದ ಅಧಿಕಾರಿಗಳ ವಿರುದ್ಧ ಕ್ರಮ ಜರುಗಿಸಬೇಕು ಎಂದು ಒತ್ತಾಯಿಸಿದರು. ಕೂಡಲೇ ವೇತನ ಮರುಬಿಡುಗಡೆ ಮಾಡದಿದ್ದರೆ ಹೋರಾಟ ತೀವ್ರಗೊಳಿಸಲಾಗುವುದು ಎಂದರು. — [430, 1004, 528, 1134]
water-body: ಶ್ರೀರಂಗಪಟ್ಟಣ, ಜೂ.3(ಎಸ್‌ಬಿ)- ಗ್ರಾಮಕ್ಕೆ ಸಮರ್ಪಕವಾಗಿ ಕುಡಿಯುವ ನೀರು ಪೂರೈಕೆ ಮಾಡುವಂತೆ ಆಗ್ರಹಿಸಿ ಗ್ರಾಮಸ್ಥರು ತಾಲೂಕು ಪಂಚಾಯಿತಿ ಕಚೇರಿ ಎದುರು ಪ್ರತಿಭಟನೆ ನಡೆಸಿದರು. ಕಳೆದ ಹಲವು ದಿನಗಳಿಂದ ಗ್ರಾಮದಲ್ಲಿ ನೀರಿನ ಸಮಸ್ಯೆ ತೀವ್ರವಾಗಿದ್ದು ಅಧಿಕಾರಿಗಳು ಗಮನ ಹರಿಸುತ್ತಿಲ್ಲ ಎಂದು ಆರೋಪಿಸಿದರು. ಕೂಡಲೇ ಟ್ಯಾಂಕರ್ ಮೂಲಕ ನೀರು ಪೂರೈಸಬೇಕು ಎಂದು ಒತ್ತಾಯಿಸಿದರು. ಸ್ಥಳಕ್ಕೆ ಭೇಟಿ ನೀಡಿದ ಕಾರ್ಯನಿರ್ವಹಣಾಧಿಕಾರಿ ಸಮಸ್ಯೆ ಬಗೆಹರಿಸುವ ಭರವಸೆ ನೀಡಿದರು. ಶ್ರೀರಂಗಪಟ್ಟಣ, ಜೂ.3(ಎಸ್‌ಬಿ)- ಗ್ರಾಮಕ್ಕೆ ಸಮರ್ಪಕವಾಗಿ ಕುಡಿಯುವ ನೀರು ಪೂರೈಕೆ ಮಾಡುವಂತೆ ಆಗ್ರಹಿಸಿ ಗ್ರಾಮಸ್ಥರು ತಾಲೂಕು ಪಂಚಾಯಿತಿ ಕಚೇರಿ ಎದುರು ಪ್ರತಿಭಟನೆ ನಡೆಸಿದರು. ಕಳೆದ ಹಲವು ದಿನಗಳಿಂದ ಗ್ರಾಮದಲ್ಲಿ ನೀರಿನ ಸಮಸ್ಯೆ ತೀವ್ರವಾಗಿದ್ದು ಅಧಿಕಾರಿಗಳು ಗಮನ ಹರಿಸುತ್ತಿಲ್ಲ ಎಂದು ಆರೋಪಿಸಿದರು. ಕೂಡಲೇ ಟ್ಯಾಂಕರ್ ಮೂಲಕ ನೀರು ಪೂರೈಸಬೇಕು ಎಂದು ಒತ್ತಾಯಿಸಿದರು. ಸ್ಥಳಕ್ಕೆ ಭೇಟಿ ನೀಡಿದ ಕಾರ್ಯನಿರ್ವಹಣಾಧಿಕಾರಿ ಸಮಸ್ಯೆ ಬಗೆಹರಿಸುವ ಭರವಸೆ ನೀಡಿದರು. — [634, 316, 829, 387]
anemia-photo-banner: ರಾಷ್ಟ್ರೀಯ ಪೋಷಣ್ ಅಭಿಯಾನ ಕಾರ್ಯಕ್ರಮ — [448, 396, 630, 408]
anemia-body-right: ಪಾಂಡವಪುರ, ಜೂ.3- ಗರ್ಭಿಣಿ ಹಾಗೂ ಬಾಣಂತಿಯರಲ್ಲಿ ಕಂಡುಬರುವ ರಕ್ತಹೀನತೆಯಿಂದಲೇ ಶೇ.60ಕ್ಕೂ ಹೆಚ್ಚು ಸಾವುಗಳು ಸಂಭವಿಸುತ್ತಿವೆ ಎಂದು ವೈದ್ಯಾಧಿಕಾರಿಗಳು ಆತಂಕ ವ್ಯಕ್ತಪಡಿಸಿದರು. ಪೌಷ್ಟಿಕ ಆಹಾರ ಸೇವನೆ, ನಿಯಮಿತ ಆರೋಗ್ಯ ತಪಾಸಣೆಯಿಂದ ಇದನ್ನು ತಡೆಗಟ್ಟಬಹುದು. ಅಂಗನವಾಡಿ ಕಾರ್ಯಕರ್ತೆಯರು ಗ್ರಾಮೀಣ ಭಾಗದಲ್ಲಿ ಜಾಗೃತಿ ಮೂಡಿಸಬೇಕು ಎಂದು ಸಲಹೆ ನೀಡಿದರು. ಕಾರ್ಯಕ್ರಮದಲ್ಲಿ ಸ್ಥಳೀಯ ಜನಪ್ರತಿನಿಧಿಗಳು, ಅಧಿಕಾರಿಗಳು ಹಾಗೂ ಫಲಾನುಭವಿಗಳು ಭಾಗವಹಿಸಿದ್ದರು. ಪಾಂಡವಪುರ, ಜೂ.3- ಗರ್ಭಿಣಿ ಹಾಗೂ ಬಾಣಂತಿಯರಲ್ಲಿ ಕಂಡುಬರುವ ರಕ್ತಹೀನತೆಯಿಂದಲೇ ಶೇ.60ಕ್ಕೂ ಹೆಚ್ಚು ಸಾವುಗಳು ಸಂಭವಿಸುತ್ತಿವೆ ಎಂದು ವೈದ್ಯಾಧಿಕಾರಿಗಳು ಆತಂಕ ವ್ಯಕ್ತಪಡಿಸಿದರು. ಪೌಷ್ಟಿಕ ಆಹಾರ ಸೇವನೆ, ನಿಯಮಿತ ಆರೋಗ್ಯ ತಪಾಸಣೆಯಿಂದ ಇದನ್ನು ತಡೆಗಟ್ಟಬಹುದು. ಅಂಗನವಾಡಿ ಕಾರ್ಯಕರ್ತೆಯರು ಗ್ರಾಮೀಣ ಭಾಗದಲ್ಲಿ ಜಾಗೃತಿ ಮೂಡಿಸಬೇಕು ಎಂದು ಸಲಹೆ ನೀಡಿದರು. ಕಾರ್ಯಕ್ರಮದಲ್ಲಿ ಸ್ಥಳೀಯ ಜನಪ್ರತಿನಿಧಿಗಳು, ಅಧಿಕಾರಿಗಳು ಹಾಗೂ ಫಲಾನುಭವಿಗಳು ಭಾಗವಹಿಸಿದ್ದರು. — [448, 518, 630, 597]
superstition-headline-line1: ವ್ಯಕ್ತಿ ಮೇಲೆ ದಾಳಿ: ಕೈ ಕಚ್ಚಿ — [678, 466, 785, 481]
cooperative-members-photo — [736, 703, 829, 771]
registration-marks-right — [792, 1243, 832, 1251]
anemia-event-photo — [448, 408, 630, 514]
scholarship-body-right: ಮದ್ದೂರು, ಜೂ.3- ಪಟ್ಟಣದ ಸರ್ಕಾರಿ ಕಾಲೇಜಿನ ಎಸ್ಸಿ, ಎಸ್ಟಿ ವಿದ್ಯಾರ್ಥಿಗಳಿಗೆ ಕೇಂದ್ರ ಸರ್ಕಾರದಿಂದ ಬಿಡುಗಡೆಯಾದ ವಿದ್ಯಾರ್ಥಿ ವೇತನ ವಾಪಸ್ ಹೋಗಿದ್ದು ಈ ಬಗ್ಗೆ ತನಿಖೆ ನಡೆಸಬೇಕು ಎಂದು ದಲಿತ ಸಂಘರ್ಷ ಸಮಿತಿ ಮುಖಂಡರು ಆಗ್ರಹಿಸಿದರು. ಸಾವಿರಾರು ವಿದ್ಯಾರ್ಥಿಗಳು ಇದರಿಂದ ವಂಚಿತರಾಗಿದ್ದು ಸಂಬಂಧಿಸಿದ ಅಧಿಕಾರಿಗಳ ವಿರುದ್ಧ ಕ್ರಮ ಜರುಗಿಸಬೇಕು ಎಂದು ಒತ್ತಾಯಿಸಿದರು. ಕೂಡಲೇ ವೇತನ ಮರುಬಿಡುಗಡೆ ಮಾಡದಿದ್ದರೆ ಹೋರಾಟ ತೀವ್ರಗೊಳಿಸಲಾಗುವುದು ಎಂದರು. ಮದ್ದೂರು, ಜೂ.3- ಪಟ್ಟಣದ ಸರ್ಕಾರಿ ಕಾಲೇಜಿನ ಎಸ್ಸಿ, ಎಸ್ಟಿ ವಿದ್ಯಾರ್ಥಿಗಳಿಗೆ ಕೇಂದ್ರ ಸರ್ಕಾರದಿಂದ ಬಿಡುಗಡೆಯಾದ ವಿದ್ಯಾರ್ಥಿ ವೇತನ ವಾಪಸ್ ಹೋಗಿದ್ದು ಈ ಬಗ್ಗೆ ತನಿಖೆ ನಡೆಸಬೇಕು ಎಂದು ದಲಿತ ಸಂಘರ್ಷ ಸಮಿತಿ ಮುಖಂಡರು ಆಗ್ರಹಿಸಿದರು. ಸಾವಿರಾರು ವಿದ್ಯಾರ್ಥಿಗಳು ಇದರಿಂದ ವಂಚಿತರಾಗಿದ್ದು ಸಂಬಂಧಿಸಿದ ಅಧಿಕಾರಿಗಳ ವಿರುದ್ಧ ಕ್ರಮ ಜರುಗಿಸಬೇಕು ಎಂದು ಒತ್ತಾಯಿಸಿದರು. ಕೂಡಲೇ ವೇತನ ಮರುಬಿಡುಗಡೆ ಮಾಡದಿದ್ದರೆ ಹೋರಾಟ ತೀವ್ರಗೊಳಿಸಲಾಗುವುದು ಎಂದರು. — [532, 1112, 829, 1162]
superstition-body-b: ಮಳವಳ್ಳಿ, ಜೂ.3- ಮಾನಸಿಕ ಅಸ್ವಸ್ಥನೊಬ್ಬ ವ್ಯಕ್ತಿಯೊಬ್ಬರ ಮೇಲೆ ದಾಳಿ ನಡೆಸಿ ಕೈ ಕಚ್ಚಿ ಮಾಂಸ ತಿಂದಿರುವ ಘಟನೆ ತಾಲೂಕಿನ ಗ್ರಾಮವೊಂದರಲ್ಲಿ ನಡೆದಿದೆ. ಗಾಯಗೊಂಡ ವ್ಯಕ್ತಿಯನ್ನು ಆಸ್ಪತ್ರೆಗೆ ದಾಖಲಿಸಲಾಗಿದೆ. ಗ್ರಾಮಸ್ಥರು ಆರೋಪಿಯನ್ನು ಹಿಡಿದು ಪೊಲೀಸರಿಗೆ ಒಪ್ಪಿಸಿದ್ದಾರೆ. ಮಳವಳ್ಳಿ, ಜೂ.3- ಮಾನಸಿಕ ಅಸ್ವಸ್ಥನೊಬ್ಬ ವ್ಯಕ್ತಿಯೊಬ್ಬರ ಮೇಲೆ ದಾಳಿ ನಡೆಸಿ ಕೈ ಕಚ್ಚಿ ಮಾಂಸ ತಿಂದಿರುವ ಘಟನೆ ತಾಲೂಕಿನ ಗ್ರಾಮವೊಂದರಲ್ಲಿ ನಡೆದಿದೆ. ಗಾಯಗೊಂಡ ವ್ಯಕ್ತಿಯನ್ನು ಆಸ್ಪತ್ರೆಗೆ ದಾಖಲಿಸಲಾಗಿದೆ. ಗ್ರಾಮಸ್ಥರು ಆರೋಪಿಯನ್ನು ಹಿಡಿದು ಪೊಲೀಸರಿಗೆ ಒಪ್ಪಿಸಿದ್ದಾರೆ. — [686, 508, 746, 638]
sugar-body-middle: ಭಾರತೀನಗರ, ಜೂ.3- ಕಬ್ಬಿನ ಬಾಕಿ ಹಣ ಪಾವತಿಗೆ ಆಗ್ರಹಿಸಿ ರೈತರು ಇಲ್ಲಿನ ಚಾಂಪುಗರ್ ಕಾರ್ಖಾನೆಗೆ ಮುತ್ತಿಗೆ ಹಾಕಿ ಗೇಟ್‌ಗೆ ಬೀಗ ಜಡಿದು ಪ್ರತಿಭಟನೆ ನಡೆಸಿದರು. ಕೋರಮಂಗಲ ಕಾರ್ಖಾನೆ ವ್ಯಾಪ್ತಿಯ ಗ್ರಾಮಗಳ ರೈತರು ಕಾರ್ಖಾನೆಯ ಮುಂಭಾಗ ಜಮಾಯಿಸಿ ಆಡಳಿತ ಮಂಡಳಿಯ ವಿರುದ್ಧ ಘೋಷಣೆ ಕೂಗಿದರು. ಕಳೆದ ಸಾಲಿನಲ್ಲಿ ಸರಬರಾಜು ಮಾಡಿದ ಕಬ್ಬಿನ ಹಣವನ್ನು ಇದುವರೆಗೂ ಪಾವತಿಸದೆ ಸತಾಯಿಸಲಾಗುತ್ತಿದೆ ಎಂದು ಆರೋಪಿಸಿದರು. ಕೂಡಲೇ ಬಾಕಿ ಹಣ ಪಾವತಿಸದಿದ್ದರೆ ಉಗ್ರ ಹೋರಾಟ ನಡೆಸಲಾಗುವುದು ಎಂದು ಎಚ್ಚರಿಸಿದರು. ಸ್ಥಳಕ್ಕೆ ಆಗಮಿಸಿದ ಅಧಿಕಾರಿಗಳು ಶೀಘ್ರ ಪಾವತಿಯ ಭರವಸೆ ನೀಡಿದರು. — [228, 322, 538, 350]
masthead-email: E-Mail: mandya@mysurumithra.com — [569, 157, 704, 165]
scholarship-meeting-photo — [532, 1022, 829, 1108]
registration-dot — [813, 1253, 818, 1258]
registration-dot — [146, 1253, 151, 1258]
scholarship-headline: ಕೇಂದ್ರದ ಎಸ್ಸಿ, ಎಸ್ಟಿ ವಿದ್ಯಾರ್ಥಿಗಳ ವಿದ್ಯಾರ್ಥಿ ವೇತನ ವಾಪಸ್ — [430, 980, 669, 995]
cooperative-body-b: ಕೆ.ಆರ್.ಪೇಟೆ, ಜೂ.3- ಪಟ್ಟಣದ ಶ್ರೀ ಕೋಟೆಬೈರವೇಶ್ವರ ವ್ಯಾಪಾರಸ್ಥರ ಪತ್ತಿನ ಸಹಕಾರ ಸಂಘದ ಆಡಳಿತ ಮಂಡಳಿಗೆ ನಡೆದ ಚುನಾವಣೆಯಲ್ಲಿ ಅಭ್ಯರ್ಥಿಗಳು ಆಯ್ಕೆಯಾಗಿದ್ದಾರೆ. ನೂತನ ನಿರ್ದೇಶಕರನ್ನು ಸಂಘದ ಸದಸ್ಯರು ಅಭಿನಂದಿಸಿದರು. ಸಂಘದ ಅಭಿವೃದ್ಧಿಗೆ ಶ್ರಮಿಸುವುದಾಗಿ ಆಯ್ಕೆಯಾದ ನಿರ್ದೇಶಕರು ಭರವಸೆ ನೀಡಿದರು. ಕೆ.ಆರ್.ಪೇಟೆ, ಜೂ.3- ಪಟ್ಟಣದ ಶ್ರೀ ಕೋಟೆಬೈರವೇಶ್ವರ ವ್ಯಾಪಾರಸ್ಥರ ಪತ್ತಿನ ಸಹಕಾರ ಸಂಘದ ಆಡಳಿತ ಮಂಡಳಿಗೆ ನಡೆದ ಚುನಾವಣೆಯಲ್ಲಿ ಅಭ್ಯರ್ಥಿಗಳು ಆಯ್ಕೆಯಾಗಿದ್ದಾರೆ. ನೂತನ ನಿರ್ದೇಶಕರನ್ನು ಸಂಘದ ಸದಸ್ಯರು ಅಭಿನಂದಿಸಿದರು. ಸಂಘದ ಅಭಿವೃದ್ಧಿಗೆ ಶ್ರಮಿಸುವುದಾಗಿ ಆಯ್ಕೆಯಾದ ನಿರ್ದೇಶಕರು ಭರವಸೆ ನೀಡಿದರು. — [634, 775, 829, 825]
